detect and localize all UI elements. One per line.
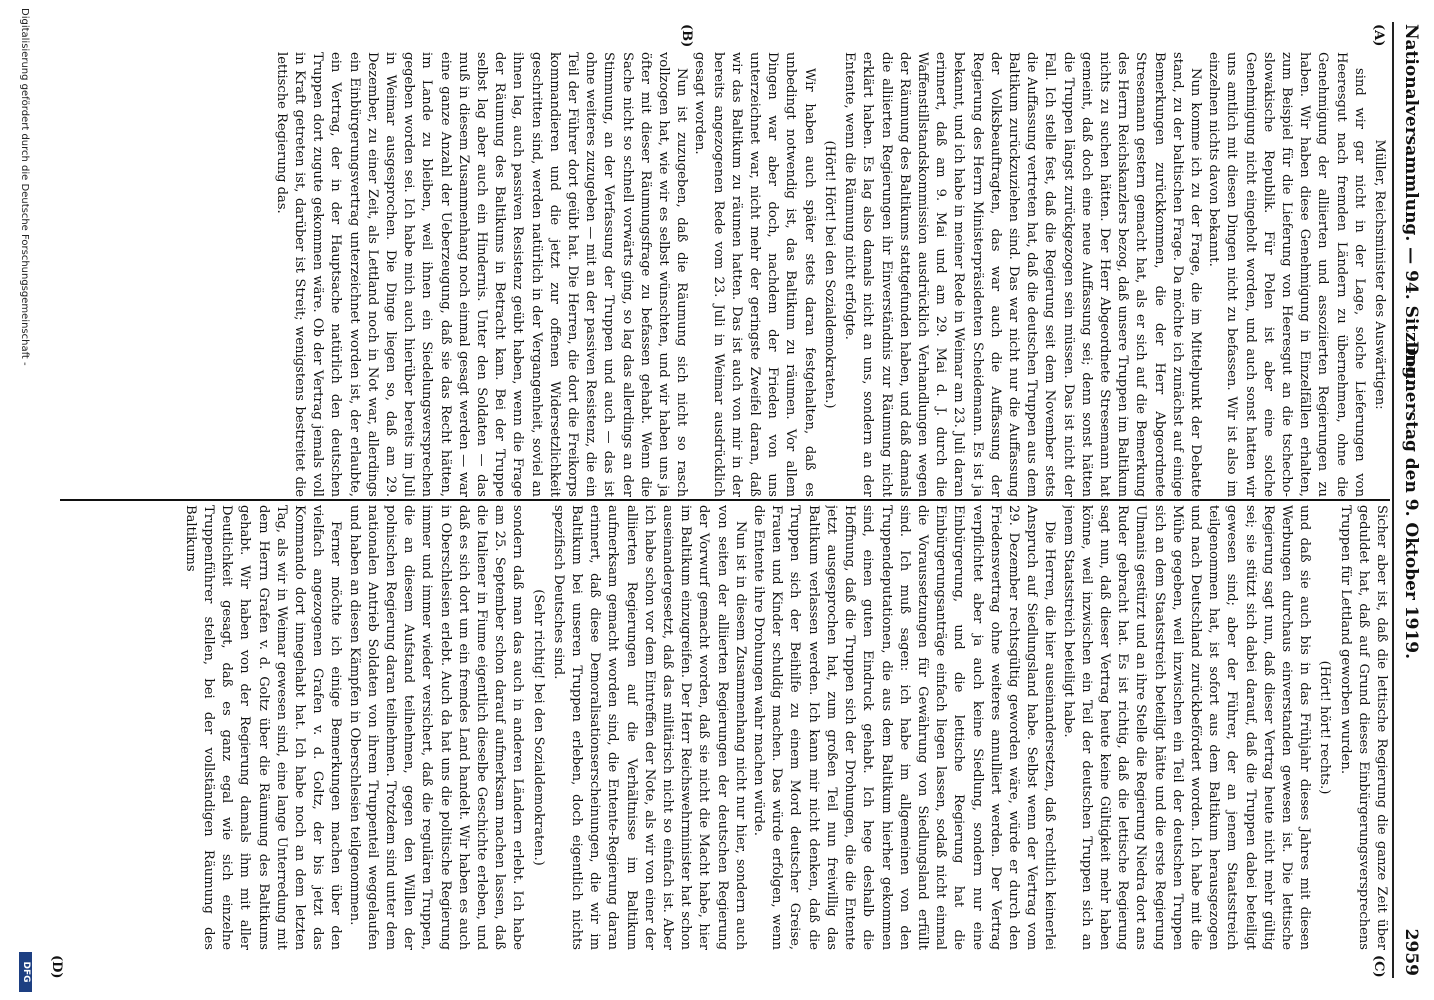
paragraph: Sicher aber ist, daß die lettische Regierung die ganze Zeit über geduldet hat, daß auf Grund dieses Einbürgerungsversprechens Truppen für Lettland geworben wurden. — [1337, 505, 1389, 950]
dfg-logo: DFG — [19, 952, 32, 992]
margin-marker-a: (A) — [1371, 24, 1386, 47]
paragraph: Ferner möchte ich einige Bemerkungen machen über den vielfach angezogenen Grafen v. d. Goltz, der bis jetzt das Kommando dort innegehabt hat. Ich habe noch an dem letzten Tag, als wir in Weimar gewesen sind, eine lange Unterredung mit dem Herrn Grafen v. d. Goltz über die Räumung des Baltikums gehabt. Wir haben von der Regierung damals ihm mit aller Deutlichkeit gesagt, daß es ganz egal wie sich einzelne Truppenführer stellen, bei der vollständigen Räumung des Baltikums — [182, 505, 344, 950]
margin-marker-c: (C) — [1371, 955, 1386, 978]
column-divider — [60, 499, 1390, 501]
digitization-credit: Digitalisierung gefördert durch die Deutsche Forschungsgemeinschaft - — [19, 8, 30, 366]
header-session-title: Nationalversammlung. — 94. Sitzung. — [1401, 24, 1421, 385]
margin-marker-d: (D) — [49, 955, 64, 979]
paragraph: Nun komme ich zu der Frage, die im Mittelpunkt der Debatte stand, zu der baltischen Frage. Da möchte ich zunächst auf einige Bemerkungen zurückkommen, die der Herr Abgeordnete Stresemann gestern gemacht hat, als er sich auf die Bemerkung des Herrn Reichskanzlers bezog, daß unsere Truppen im Baltikum nichts zu suchen hätten. Der Herr Abgeordnete Stresemann hat gemeint, daß doch eine neue Auffassung sei; denn sonst hätten die Truppen längst zurückgezogen sein müssen. Das ist nicht der Fall. Ich stelle fest, daß die Regierung seit dem November stets die Auffassung vertreten hat, daß die deutschen Truppen aus dem Baltikum zurückzuziehen sind. Das war nicht nur die Auffassung der Volksbeauftragten, das war auch die Auffassung der Regierung des Herrn Ministerpräsidenten Scheidemann. Es ist ja bekannt, und ich habe in meiner Rede in Weimar am 23. Juli daran erinnert, daß am 9. Mai und am 29. Mai d. J. durch die Waffenstillstandskommission ausdrücklich Verhandlungen wegen der Räumung des Baltikums stattgefunden haben, und daß damals die alliierten Regierungen ihr Einverständnis zur Räumung nicht erklärt haben. Es lag also damals nicht an uns, sondern an der Entente, wenn die Räumung nicht erfolgte. — [842, 52, 1203, 497]
paragraph: Nun ist zuzugeben, daß die Räumung sich nicht so rasch vollzogen hat, wie wir es selbst wünschten, und wir haben uns ja öfter mit dieser Räumungsfrage zu befassen gehabt. Wenn die Sache nicht so schnell vorwärts ging, so lag das allerdings an der Stimmung, an der Verfassung der Truppen und auch — das ist ohne weiteres zuzugeben — mit an der passiven Resistenz, die ein Teil der Führer dort geübt hat. Die Herren, die dort die Freikorps kommandieren und die jetzt zur offenen Widersetzlichkeit geschritten sind, werden natürlich in der Vergangenheit, soviel an ihnen lag, auch passiven Resistenz geübt haben, wenn die Frage der Räumung des Baltikums in Betracht kam. Bei der Truppe selbst lag aber auch ein Hindernis. Unter den Soldaten — das muß in diesem Zusammenhang noch einmal gesagt werden — war eine ganze Anzahl der Ueberzeugung, daß sie das Recht hätten, im Lande zu bleiben, weil ihnen ein Siedelungsversprechen gegeben worden sei. Ich habe mich auch hierüber bereits im Juli in Weimar ausgesprochen. Die Dinge liegen so, daß am 29. Dezember, zu einer Zeit, als Lettland noch in Not war, allerdings ein Einbürgerungsvertrag unterzeichnet worden ist, der erlaubte, ein Vertrag, der in der Hauptsache natürlich den deutschen Truppen dort zugute gekommen wäre. Ob der Vertrag jemals voll in Kraft getreten ist, darüber ist Streit; wenigstens bestreitet die lettische Regierung das. — [273, 52, 690, 497]
paragraph: sind wir gar nicht in der Lage, solche Lieferungen von Heeresgut nach fremden Ländern zu übernehmen, ohne die Genehmigung der alliierten und assoziierten Regierungen zu haben. Wir haben diese Genehmigung in Einzelfällen erhalten, zum Beispiel für die Lieferung von Heeresgut an die tschecho-slowakische Republik. Für Polen ist aber eine solche Genehmigung nicht eingeholt worden, und auch sonst hatten wir uns amtlich mit diesen Dingen nicht zu befassen. Wir ist also im einzelnen nichts davon bekannt. — [1206, 52, 1367, 497]
paragraph: sondern daß man das auch in anderen Ländern erlebt. Ich habe am 25. September schon darauf aufmerksam machen lassen, daß die Italiener in Fiume eigentlich dieselbe Geschichte erleben, und daß es sich dort um ein fremdes Land handelt. Wir haben es auch in Oberschlesien erlebt. Auch da hat uns die politische Regierung immer und immer wieder versichert, daß die regulären Truppen, die an diesem Aufstand teilnehmen, gegen den Willen der polnischen Regierung daran teilnehmen. Trotzdem sind unter dem nationalen Antrieb Soldaten von ihrem Truppenteil weggelaufen und haben an diesen Kämpfen in Oberschlesien teilgenommen. — [346, 505, 526, 950]
interjection: (Hört! Hört! bei den Sozialdemokraten.) — [821, 140, 837, 409]
header-rule — [1392, 22, 1394, 978]
paragraph: Nun ist in diesem Zusammenhang nicht nur hier, sondern auch von seiten der alliierten Regierungen der deutschen Regierung der Vorwurf gemacht worden, daß sie nicht die Macht habe, hier im Baltikum einzugreifen. Der Herr Reichswehrminister hat schon auseinandergesetzt, daß das militärisch nicht so einfach ist. Aber ich habe schon vor dem Eintreffen der Note, als wir von einer der alliierten Regierungen auf die Verhältnisse im Baltikum aufmerksam gemacht worden sind, die Entente-Regierung daran erinnert, daß diese Demoralisationserscheinungen, die wir im Baltikum bei unseren Truppen erleben, doch eigentlich nichts spezifisch Deutsches sind. — [550, 505, 748, 950]
interjection: (Hört! hört! rechts.) — [1317, 660, 1333, 795]
paragraph: Die Herren, die hier auseinandersetzen, daß rechtlich keinerlei Anspruch auf Siedlungsland habe. Selbst wenn der Vertrag vom 29. Dezember rechtsgültig geworden wäre, würde er durch den Friedensvertrag ohne weiteres annulliert werden. Der Vertrag verpflichtet aber ja auch keine Siedlung, sondern nur eine Einbürgerung, und die lettische Regierung hat die Einbürgerungsanträge einfach liegen lassen, sodaß nicht einmal die Voraussetzungen für Gewährung von Siedlungsland erfüllt sind. Ich muß sagen: ich habe im allgemeinen von den Truppendeputationen, die aus dem Baltikum hierher gekommen sind, einen guten Eindruck gehabt. Ich hege deshalb die Hoffnung, daß die Truppen sich der Drohungen, die die Entente jetzt ausgesprochen hat, zum großen Teil nun freiwillig das Baltikum verlassen werden. Ich kann mir nicht denken, daß die Truppen sich der Beihilfe zu einem Mord deutscher Greise, Frauen und Kinder schuldig machen. Das würde erfolgen, wenn die Entente ihre Drohungen wahr machen würde. — [751, 505, 1058, 950]
paragraph: und daß sie auch bis in das Frühjahr dieses Jahres mit diesen Werbungen durchaus einverstanden gewesen ist. Die lettische Regierung sagt nun, daß dieser Vertrag heute nicht mehr gültig sei; sie stützt sich dabei darauf, daß die Truppen dabei beteiligt gewesen sind; aber der Führer, der an jenem Staatsstreich teilgenommen hat, ist sofort aus dem Baltikum herausgezogen und nach Deutschland zurückbefördert worden. Ich habe mit die Mühe gegeben, weil inzwischen ein Teil der deutschen Truppen sich an dem Staatsstreich beteiligt hätte und die erste Regierung Ulmanis gestürzt und an ihre Stelle die Regierung Niedra dort ans Ruder gebracht hat. Es ist richtig, daß die lettische Regierung sagt nun, daß dieser Vertrag heute keine Gültigkeit mehr haben könne, weil inzwischen ein Teil der deutschen Truppen sich an jenem Staatsstreich beteiligt habe. — [1060, 505, 1313, 950]
left-column — [50, 52, 1390, 497]
page-header — [1398, 24, 1424, 976]
paragraph: Wir haben auch später stets daran festgehalten, daß es unbedingt notwendig ist, das Baltikum zu räumen. Vor allem Dingen war aber doch, nachdem der Frieden von uns unterzeichnet war, nicht mehr der geringste Zweifel daran, daß wir das Baltikum zu räumen hatten. Das ist auch von mir in der bereits angezogenen Rede vom 23. Juli in Weimar ausdrücklich gesagt worden. — [692, 52, 817, 497]
page-number: 2959 — [1401, 928, 1421, 976]
header-date: Donnerstag den 9. Oktober 1919. — [1401, 340, 1421, 660]
interjection: (Sehr richtig! bei den Sozialdemokraten.) — [530, 589, 546, 866]
right-column — [50, 505, 1390, 950]
margin-marker-b: (B) — [679, 24, 694, 48]
speaker-line: Müller, Reichsminister des Auswärtigen: — [1372, 139, 1387, 410]
